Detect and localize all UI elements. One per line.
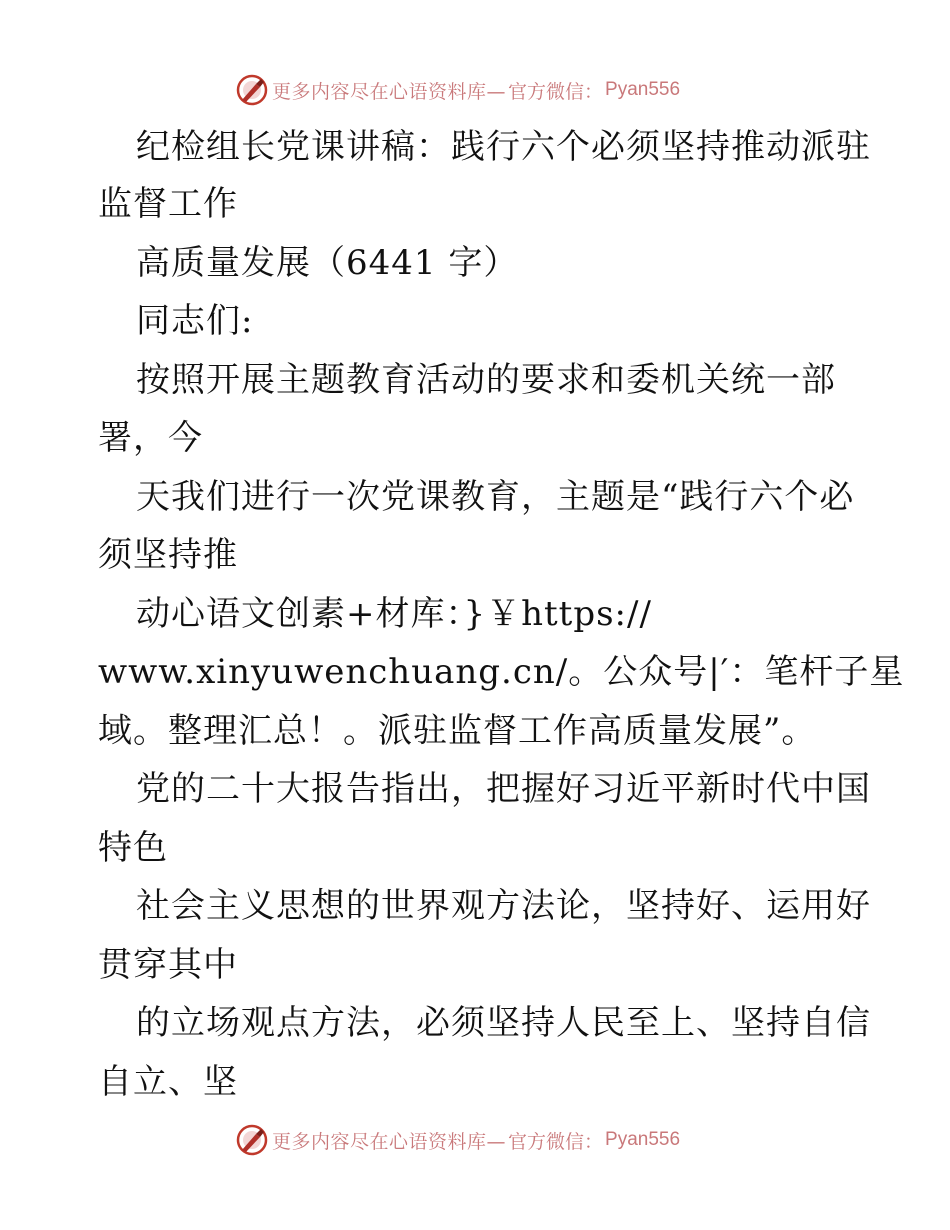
banner-contact-label: 官方微信： [508,80,604,103]
paragraph-line: 贯穿其中 [98,945,238,985]
banner-text: 更多内容尽在心语资料库— [272,80,507,103]
paragraph-line: 域。整理汇总！。派驻监督工作高质量发展”。 [98,711,817,751]
title-line-1: 纪检组长党课讲稿：践行六个必须坚持推动派驻 [136,127,871,167]
title-line-2: 监督工作 [98,184,238,224]
paragraph-line: 动心语文创素+材库：}￥https:// [136,594,652,634]
banner-contact-label: 官方微信： [508,1130,604,1153]
paragraph-line: 社会主义思想的世界观方法论，坚持好、运用好 [136,886,871,926]
banner-contact-id: Pyan556 [605,79,681,100]
paragraph-line: 按照开展主题教育活动的要求和委机关统一部 [136,360,836,400]
paragraph-line: 的立场观点方法，必须坚持人民至上、坚持自信 [136,1003,871,1043]
paragraph-line: 自立、坚 [98,1062,238,1102]
footer-banner [236,1123,680,1157]
paragraph-line: 署，今 [98,418,203,458]
paragraph-line: 天我们进行一次党课教育，主题是“践行六个必 [136,477,855,517]
paragraph-line: 特色 [98,828,168,868]
banner-text: 更多内容尽在心语资料库— [272,1130,507,1153]
paragraph-line: 须坚持推 [98,535,238,575]
pen-logo-icon [236,74,268,106]
paragraph-line: 党的二十大报告指出，把握好习近平新时代中国 [136,769,871,809]
url-line: www.xinyuwenchuang.cn/。公众号|′：笔杆子星 [98,652,905,692]
banner-contact-id: Pyan556 [605,1129,681,1150]
header-banner [236,73,680,107]
pen-logo-icon [236,1124,268,1156]
title-line-3: 高质量发展（6441 字） [136,243,519,283]
salutation: 同志们: [136,301,254,341]
